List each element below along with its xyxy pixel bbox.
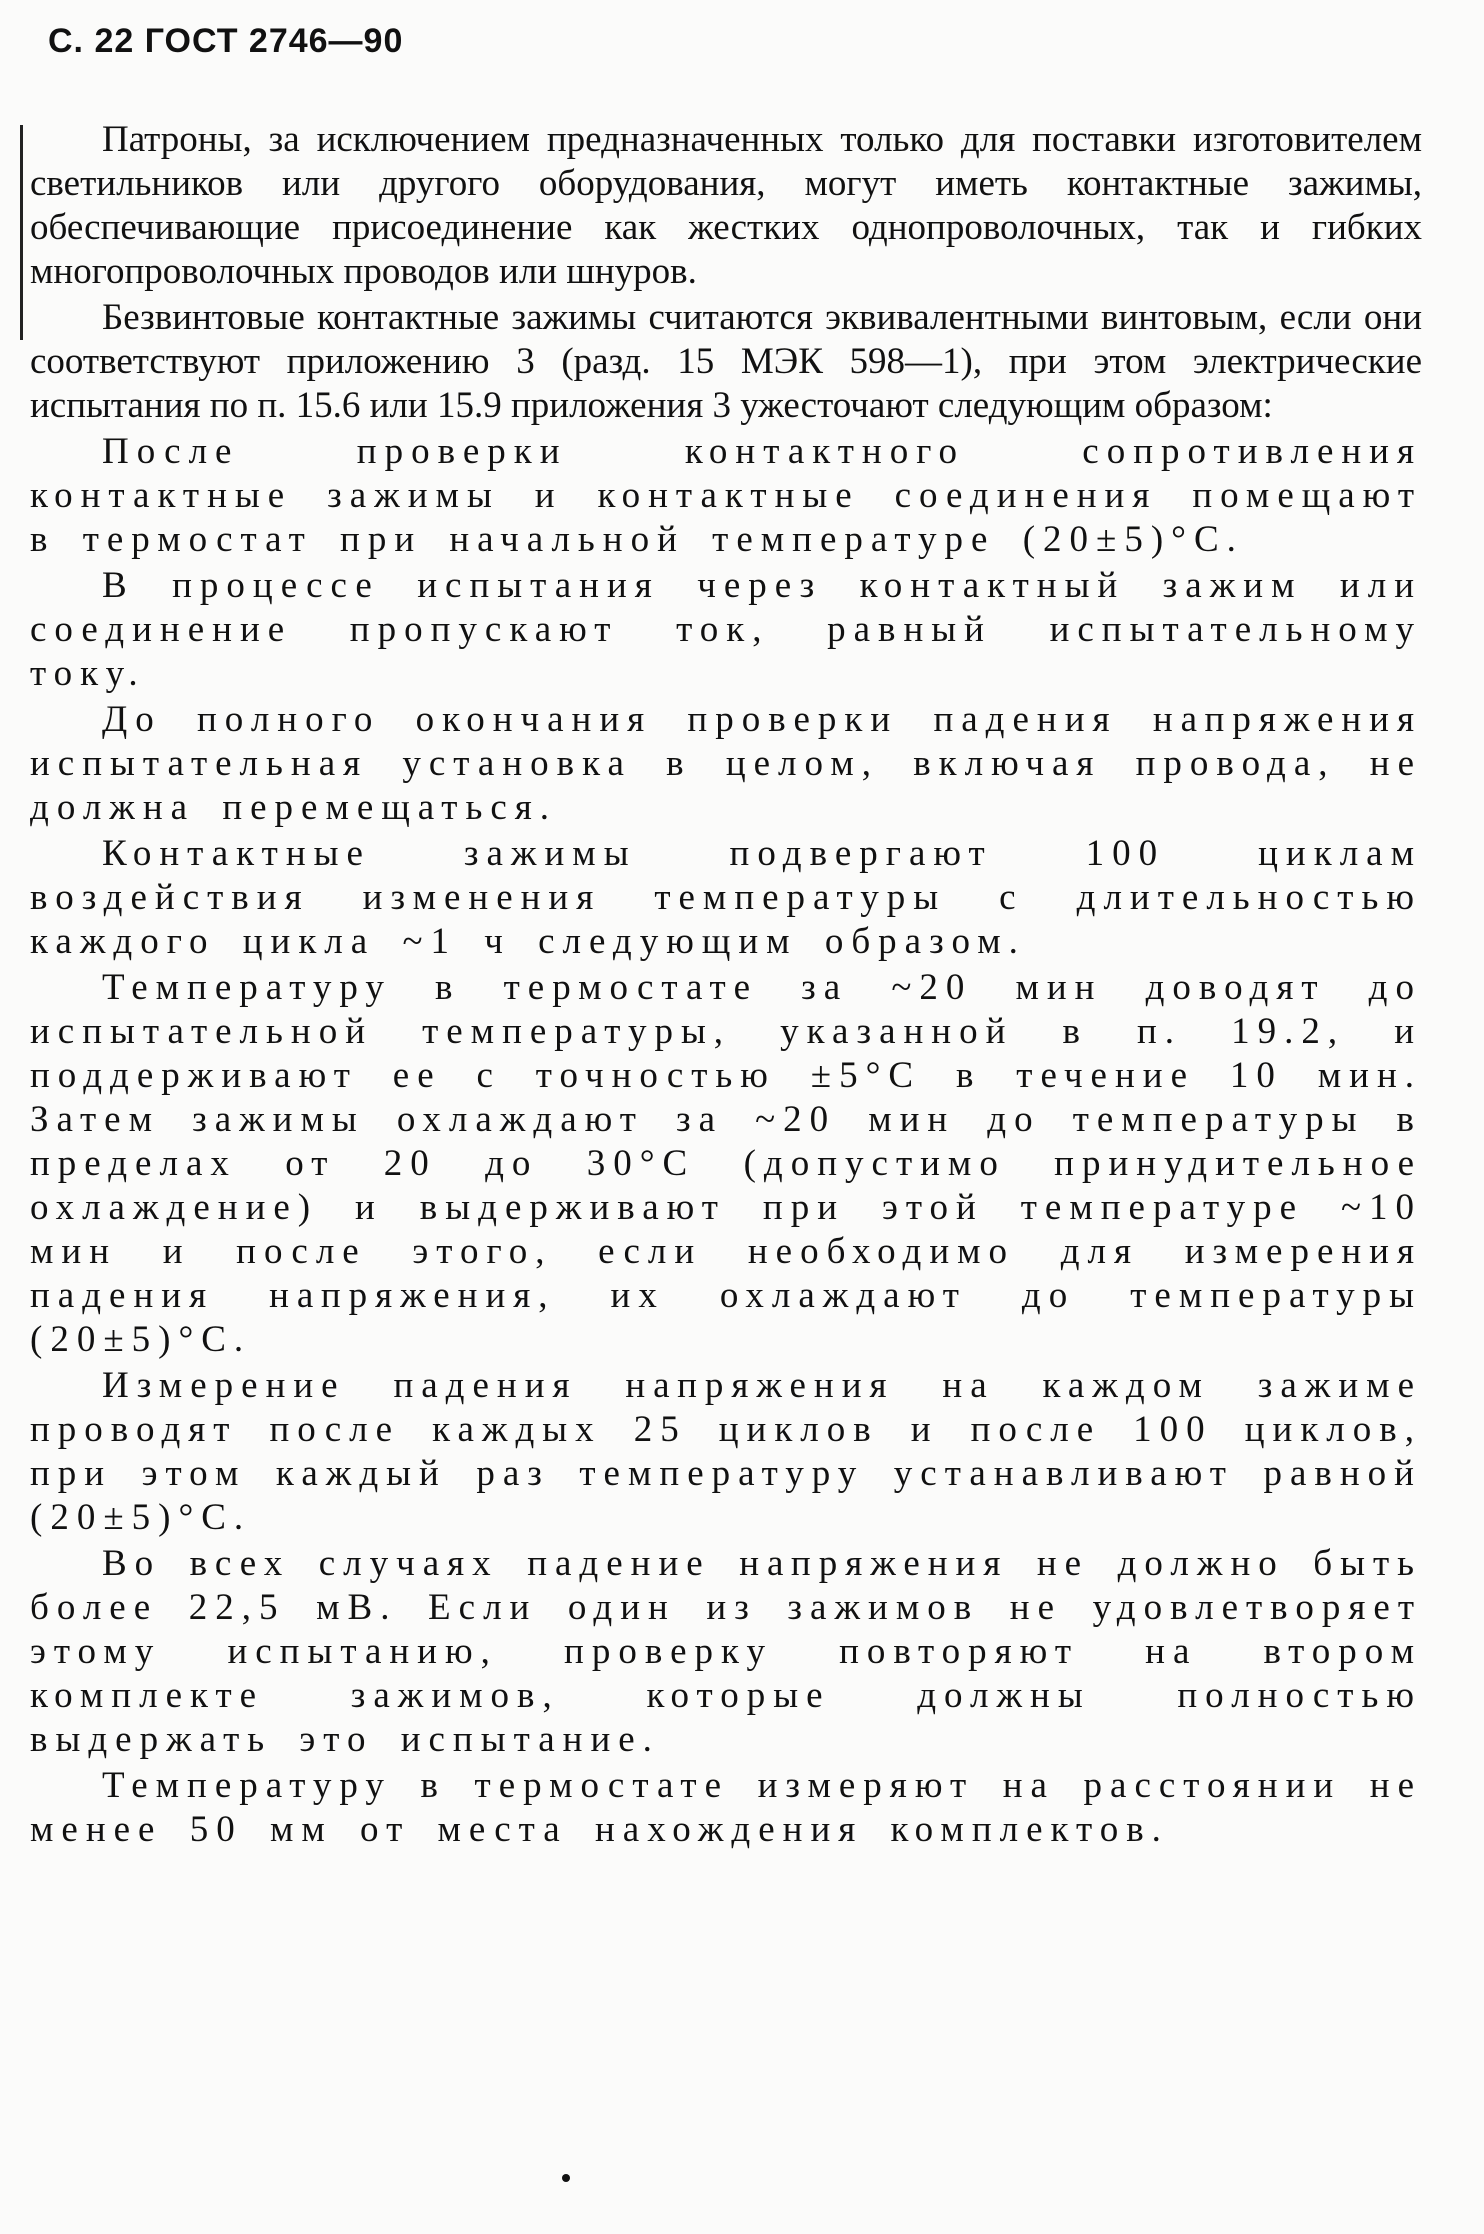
paragraph-test-current: В процессе испытания через контактный зажим или соединение пропускают ток, равный испытательному току. (30, 565, 1422, 694)
revision-bar (20, 125, 23, 340)
paragraph-sockets: Патроны, за исключением предназначенных только для поставки изготовителем светильников или другого оборудования, могут иметь контактные зажимы, обеспечивающие присоединение как жестких однопроволочных, так и гибких многопроволочных проводов или шнуров. (30, 119, 1422, 292)
stray-dot-mark (562, 2174, 570, 2182)
paragraph-cycle-procedure: Температуру в термостате за ~20 мин доводят до испытательной температуры, указанной в п. 19.2, и поддерживают ее с точностью ±5°С в течение 10 мин. Затем зажимы охлаждают за ~20 мин до температуры в пределах от 20 до 30°С (допустимо принудительное охлаждение) и выдерживают при этой температуре ~10 мин и после этого, если необходимо для измерения падения напряжения, их охлаждают до температуры (20±5)°С. (30, 967, 1422, 1360)
paragraph-voltage-measurement: Измерение падения напряжения на каждом зажиме проводят после каждых 25 циклов и после 100 циклов, при этом каждый раз температуру устанавливают равной (20±5)°С. (30, 1365, 1422, 1538)
paragraph-voltage-limit: Во всех случаях падение напряжения не должно быть более 22,5 мВ. Если один из зажимов не удовлетворяет этому испытанию, проверку повторяют на втором комплекте зажимов, которые должны полностью выдержать это испытание. (30, 1543, 1422, 1760)
paragraph-temperature-cycles: Контактные зажимы подвергают 100 циклам воздействия изменения температуры с длительностью каждого цикла ~1 ч следующим образом. (30, 833, 1422, 962)
paragraph-screwless-terminals: Безвинтовые контактные зажимы считаются эквивалентными винтовым, если они соответствуют приложению 3 (разд. 15 МЭК 598—1), при этом электрические испытания по п. 15.6 или 15.9 приложения 3 ужесточают следующим образом: (30, 297, 1422, 426)
paragraph-thermostat-measurement: Температуру в термостате измеряют на расстоянии не менее 50 мм от места нахождения комплектов. (30, 1765, 1422, 1850)
paragraph-no-movement: До полного окончания проверки падения напряжения испытательная установка в целом, включая провода, не должна перемещаться. (30, 699, 1422, 828)
document-body (30, 118, 1422, 1854)
page-header: С. 22 ГОСТ 2746—90 (48, 22, 404, 60)
paragraph-contact-resistance: После проверки контактного сопротивления контактные зажимы и контактные соединения помещают в термостат при начальной температуре (20±5)°С. (30, 431, 1422, 560)
